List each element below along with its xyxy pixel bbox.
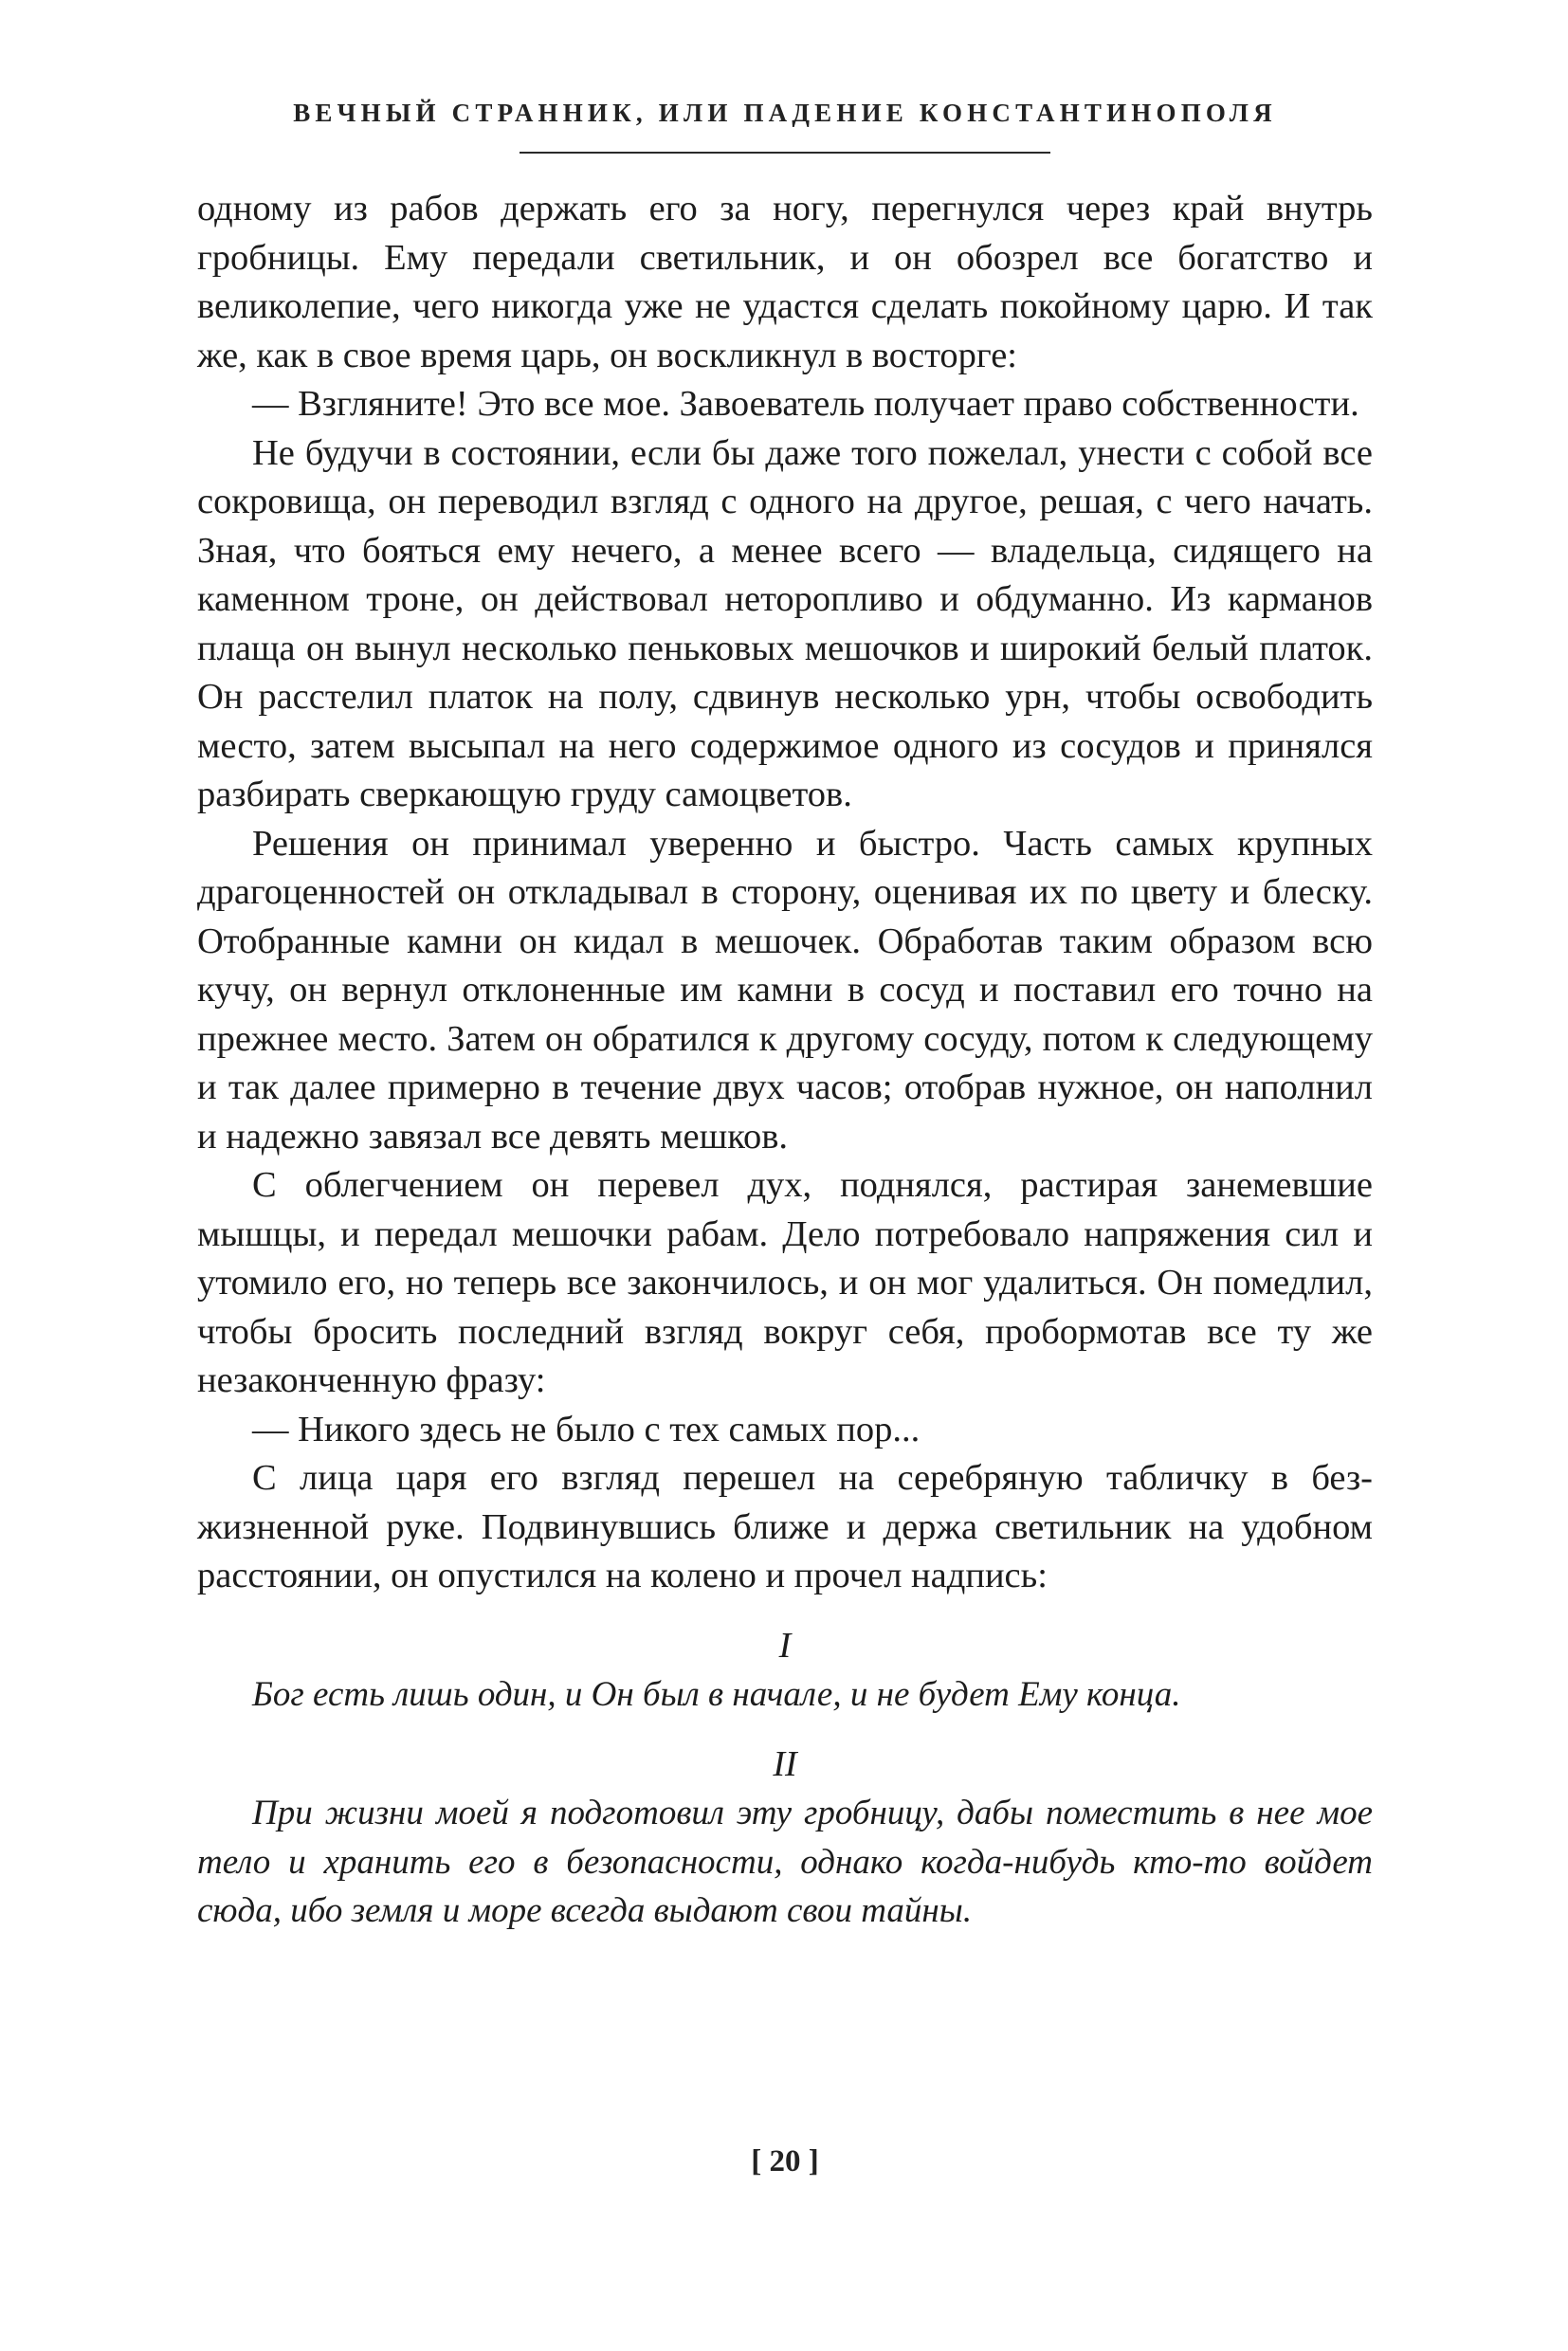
paragraph: С облегчением он перевел дух, поднялся, растирая занемевшие мышцы, и передал мешочки рабам. Дело потребовало напряжения сил и утомило его, но теперь все закончилось, и он мог удалиться. Он помедлил, чтобы бросить последний взгляд вокруг себя, пробормотав все ту же незаконченную фразу: bbox=[197, 1165, 1373, 1400]
inscription-verse: Бог есть лишь один, и Он был в начале, и не будет Ему конца. bbox=[252, 1675, 1181, 1714]
inscription-numeral: II bbox=[773, 1743, 797, 1784]
paragraph: Не будучи в состоянии, если бы даже того пожелал, унести с собой все сокровища, он переводил взгляд с одного на другое, решая, с чего начать. Зная, что бояться ему нечего, а менее всего — владельца, сидящего на каменном троне, он действовал неторопливо и обдуманно. Из карманов плаща он вынул несколько пеньковых мешочков и широкий белый платок. Он расстелил платок на полу, сдвинув несколько урн, чтобы освободить место, затем высыпал на него содержимое одного из сосудов и принялся разбирать сверкающую груду самоцветов. bbox=[197, 432, 1373, 814]
inscription-numeral: I bbox=[778, 1625, 792, 1666]
inscription-verse: При жизни моей я подготовил эту гробницу, дабы поместить в нее мое тело и хранить его в безопасности, однако когда-нибудь кто-то войдет сюда, ибо земля и море всегда выдают свои тайны. bbox=[197, 1794, 1373, 1930]
paragraph: — Никого здесь не было с тех самых пор... bbox=[252, 1409, 921, 1449]
paragraph: Решения он принимал уверенно и быстро. Часть самых крупных драгоценностей он откладывал в сторону, оценивая их по цвету и блеску. Отобранные камни он кидал в мешочек. Обработав таким образом всю кучу, он вернул отклоненные им камни в сосуд и поставил его точно на прежнее место. Затем он обратился к другому сосуду, потом к следующему и так далее примерно в течение двух часов; отобрав нужное, он наполнил и надежно завязал все девять мешков. bbox=[197, 823, 1373, 1157]
paragraph: — Взгляните! Это все мое. Завоеватель получает право собственности. bbox=[252, 384, 1359, 424]
paragraph: одному из рабов держать его за ногу, перегнулся через край внутрь гробницы. Ему передали светильник, и он обозрел все богатство и великолепие, чего никогда уже не удастся сделать покойному царю. И так же, как в свое время царь, он воскликнул в восторге: bbox=[197, 189, 1373, 375]
running-head: ВЕЧНЫЙ СТРАННИК, ИЛИ ПАДЕНИЕ КОНСТАНТИНОПОЛЯ bbox=[293, 99, 1277, 127]
paragraph: С лица царя его взгляд перешел на серебряную табличку в безжизненной руке. Подвинувшись ближе и держа светильник на удобном расстоянии, он опустился на колено и прочел надпись: bbox=[197, 1458, 1373, 1595]
header-rule bbox=[520, 152, 1050, 154]
page-number: [ 20 ] bbox=[751, 2144, 819, 2178]
book-page bbox=[197, 0, 1373, 2351]
body-text bbox=[197, 185, 1373, 1936]
